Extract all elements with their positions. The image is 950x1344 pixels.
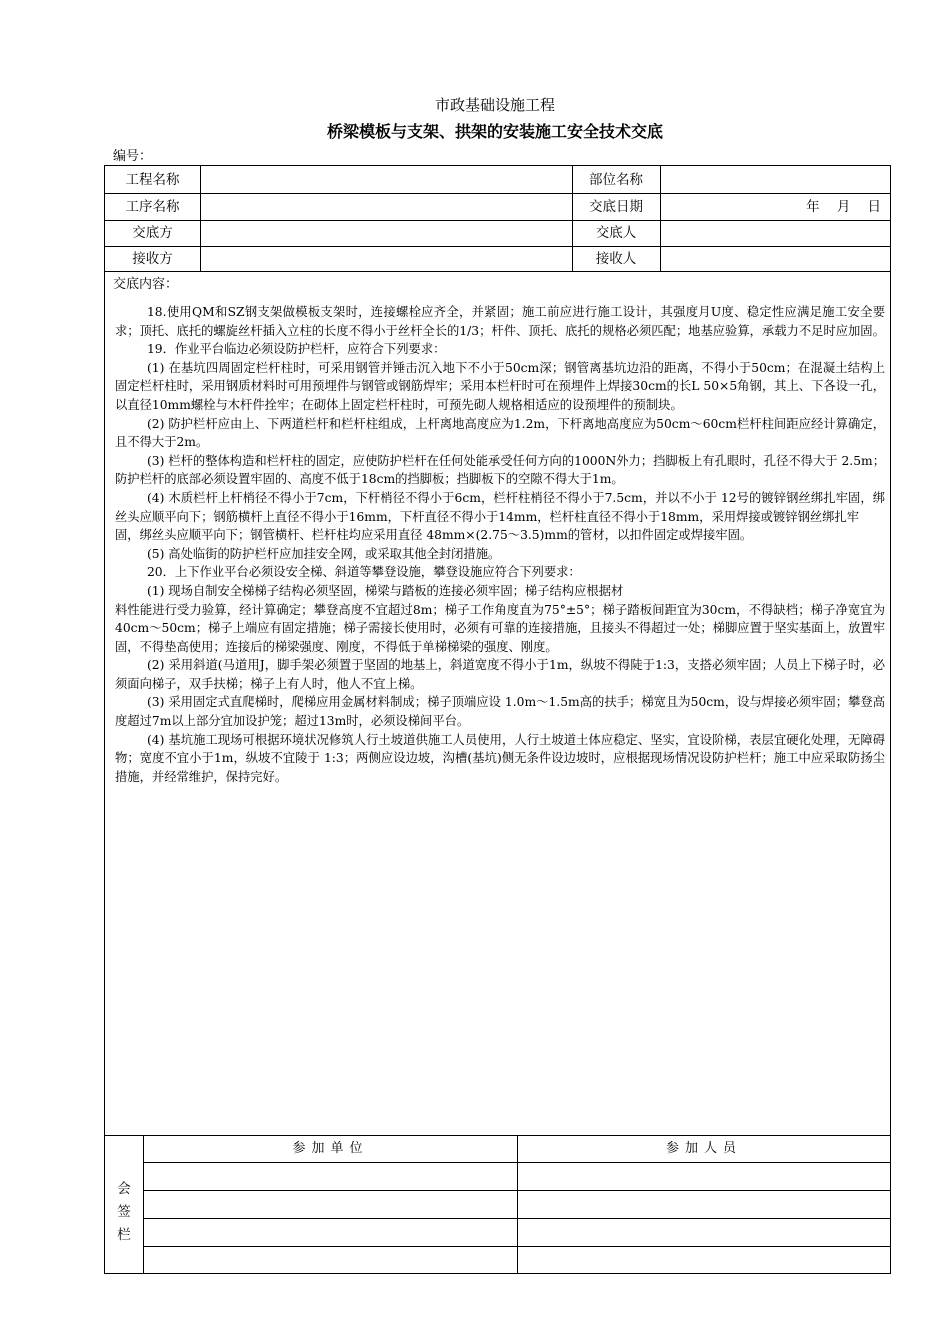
issuer-label: 交底方 [132, 225, 173, 241]
receiver-person-label: 接收人 [595, 251, 637, 267]
signoff-row-divider [143, 1162, 890, 1163]
signoff-label-char: 栏 [117, 1227, 131, 1243]
content-paragraph: (4) 木质栏杆上杆梢径不得小于7cm，下杆梢径不得小于6cm，栏杆柱梢径不得小于7.5cm，并以不小于 12号的镀锌钢丝绑扎牢固，绑丝头应顺平向下；钢筋横杆上直径不得小于16mm，下杆直径不得小于14mm，栏杆柱直径不得小于18mm，采用焊接或镀锌钢丝绑扎牢 [115, 490, 885, 524]
participating-person-header: 参加人员 [665, 1141, 742, 1156]
receiver-person-field[interactable] [661, 246, 890, 272]
signoff-row-divider [143, 1218, 890, 1219]
content-paragraph: (2) 防护栏杆应由上、下两道栏杆和栏杆柱组成，上杆离地高度应为1.2m，下杆离地高度应为50cm～60cm栏杆柱间距应经计算确定，且不得大于2m。 [115, 416, 885, 450]
content-paragraph: (3) 栏杆的整体构造和栏杆柱的固定，应使防护栏杆在任何处能承受任何方向的1000N外力；挡脚板上有孔眼时，孔径不得大于 2.5m；防护栏杆的底部必须设置牢固的、高度不低于18cm的挡脚板；挡脚板下的空隙不得大于1m。 [115, 453, 885, 487]
signoff-label-char: 签 [117, 1204, 131, 1220]
content-paragraph: (5) 高处临街的防护栏杆应加挂安全网，或采取其他全封闭措施。 [146, 546, 501, 561]
signoff-label-char: 会 [117, 1181, 131, 1197]
signoff-label [105, 1178, 143, 1247]
signoff-row-divider [143, 1246, 890, 1247]
disclosure-content [115, 303, 885, 786]
content-paragraph: (3) 采用固定式直爬梯时，爬梯应用金属材料制成；梯子顶端应设 1.0m～1.5m高的扶手；梯宽且为50cm，设与焊接必须牢固；攀登高度超过7m以上部分宜加设护笼；超过13m时，必须设梯间平台。 [115, 695, 885, 729]
issuer-person-label: 交底人 [595, 225, 637, 241]
disclosure-date-label: 交底日期 [589, 199, 643, 215]
content-paragraph: (2) 采用斜道(马道用J，脚手架必须置于坚固的地基上，斜道宽度不得小于1m，纵坡不得陡于1:3，支搭必须牢固；人员上下梯子时，必须面向梯子，双手扶梯；梯子上有人时，他人不宜上梯。 [115, 658, 885, 691]
serial-number-label: 编号： [113, 149, 153, 164]
content-paragraph: (4) 基坑施工现场可根据环境状况修筑人行土坡道供施工人员使用，人行土坡道土体应稳定、坚实，宜设阶梯，表层宜硬化处理，无障碍物；宽度不宜小于1m，纵坡不宜陵于 1:3；两侧应设边坡，沟槽(基坑)侧无条件设边坡时，应根据现场情况设防护栏杆；施工中应采取防扬尘措施，并经常维护，保持完好。 [115, 732, 885, 784]
issuer-person-field[interactable] [661, 220, 890, 246]
content-paragraph: 固，绑丝头应顺平向下；钢管横杆、栏杆柱均应采用直径 48mm×(2.75～3.5)mm的管材，以扣件固定或焊接牢固。 [115, 528, 753, 543]
content-paragraph: (1) 在基坑四周固定栏杆柱时，可采用钢管并锤击沉入地下不小于50cm深；钢管离基坑边沿的距离，不得小于50cm；在混凝土结构上固定栏杆柱时，采用钢质材料时可用预埋件与钢管或钢筋焊牢；采用本栏杆时可在预埋件上焊接30cm的长L 50×5角钢，其上、下各设一孔，以直径10mm螺栓与木杆件拴牢；在砌体上固定栏杆柱时，可预先砌人规格相适应的设预埋件的预制块。 [115, 360, 885, 412]
content-paragraph: 20．上下作业平台必须设安全梯、斜道等攀登设施，攀登设施应符合下列要求： [146, 565, 581, 580]
content-paragraph: (1) 现场自制安全梯梯子结构必须坚固，梯梁与踏板的连接必须牢固；梯子结构应根据材 [146, 583, 624, 598]
disclosure-date-field[interactable]: 年 月 日 [806, 199, 881, 215]
content-label: 交底内容： [113, 277, 179, 292]
signoff-row-divider [143, 1190, 890, 1191]
process-name-label: 工序名称 [125, 199, 180, 215]
document-title: 桥梁模板与支架、拱架的安装施工安全技术交底 [326, 122, 663, 141]
content-paragraph: 19．作业平台临边必须设防护栏杆，应符合下列要求： [146, 342, 446, 357]
issuer-field[interactable] [201, 220, 572, 246]
content-paragraph: 18.使用QM和SZ钢支架做模板支架时，连接螺栓应齐全，并紧固；施工前应进行施工设计，其强度月U度、稳定性应满足施工安全要求；顶托、底托的螺旋丝杆插入立柱的长度不得小于丝杆全长的1/3；杆件、顶托、底托的规格必须匹配；地基应验算，承载力不足时应加固。 [115, 305, 885, 338]
department-label: 部位名称 [589, 172, 643, 188]
process-name-field[interactable] [201, 194, 572, 220]
receiver-label: 接收方 [132, 251, 173, 267]
content-paragraph: 料性能进行受力验算，经计算确定；攀登高度不宜超过8m；梯子工作角度直为75°±5°；梯子踏板间距宜为30cm，不得缺档；梯子净宽宜为40cm～50cm；梯子上端应有固定措施；梯子需接长使用时，必须有可靠的连接措施，且接头不得超过一处；梯脚应置于坚实基面上，放置牢固，不得垫高使用；连接后的梯梁强度、刚度，不得低于单梯梯梁的强度、刚度。 [115, 602, 885, 654]
project-name-field[interactable] [201, 167, 572, 193]
participating-unit-header: 参加单位 [292, 1141, 369, 1156]
disclosure-form [104, 165, 891, 1274]
project-name-label: 工程名称 [125, 172, 180, 188]
receiver-field[interactable] [201, 246, 572, 272]
sub-title: 市政基础设施工程 [434, 96, 555, 114]
department-field[interactable] [661, 167, 890, 193]
